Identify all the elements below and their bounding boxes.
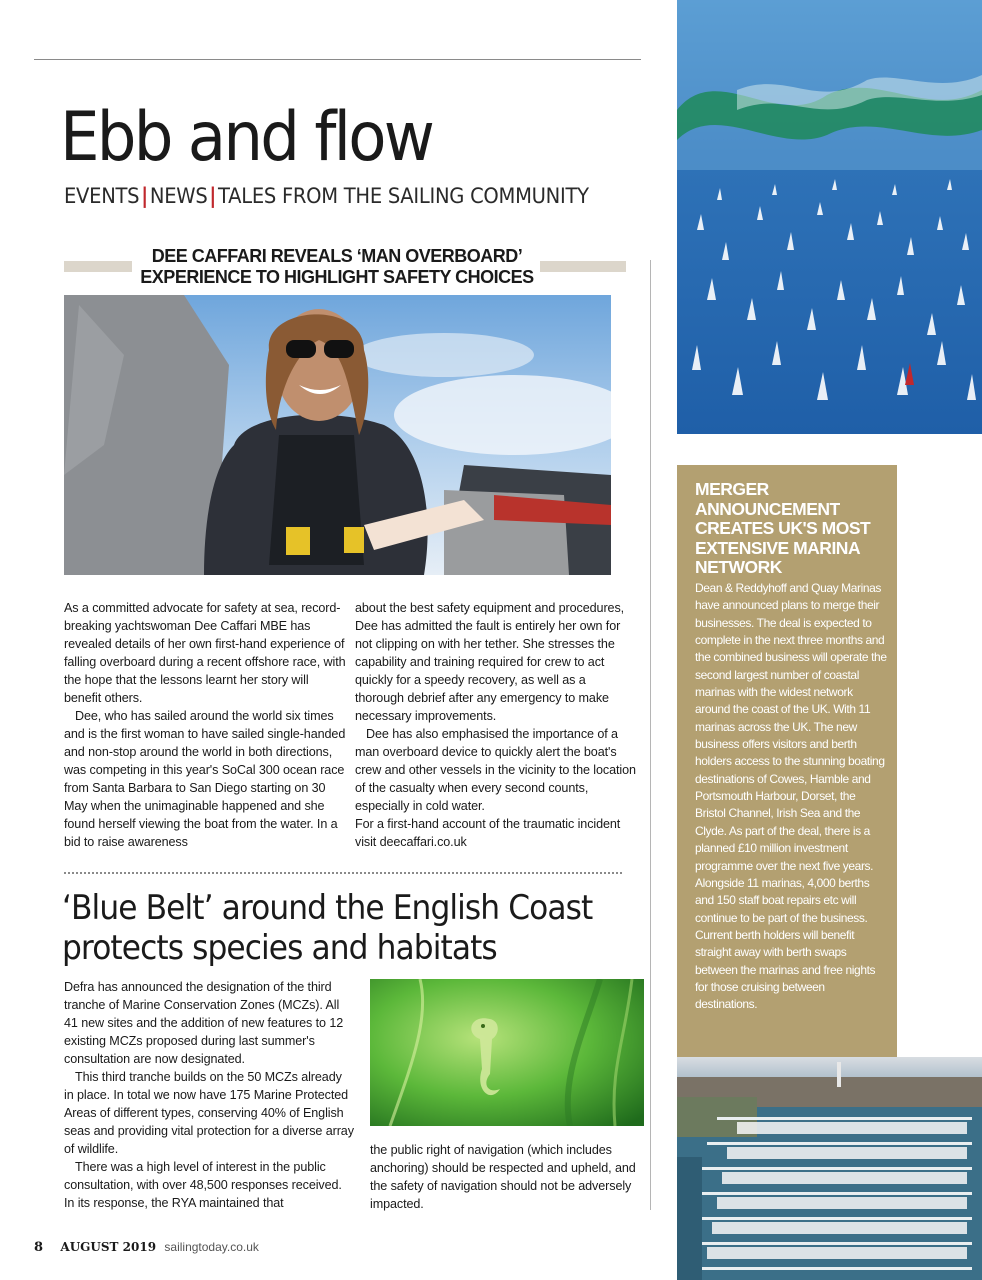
- subtitle-separator: |: [141, 184, 149, 208]
- story1-paragraph: As a committed advocate for safety at sea, record-breaking yachtswoman Dee Caffari MBE has revealed details of her own first-hand experience of falling overboard during a recent offshore race, with the hope that the lessons learnt her story will benefit others.: [64, 601, 346, 705]
- sidebar-headline: MERGER ANNOUNCEMENT CREATES UK'S MOST EXTENSIVE MARINA NETWORK: [695, 479, 871, 577]
- story2-column-1: [64, 978, 354, 1212]
- page-title: Ebb and flow: [60, 98, 433, 177]
- subtitle-separator: |: [209, 184, 217, 208]
- dee-caffari-photo: [64, 295, 611, 575]
- section-subtitle: [64, 184, 589, 208]
- story1-paragraph: Dee, who has sailed around the world six times and is the first woman to have sailed single-handed and non-stop around the world in both directions, was competing in this year's SoCal 300 ocean race from Santa Barbara to San Diego starting on 30 May when the unimaginable happened and she found herself viewing the boat from the water. In a bid to raise awareness: [64, 709, 346, 849]
- website-link[interactable]: sailingtoday.co.uk: [164, 1240, 259, 1254]
- subtitle-events: EVENTS: [64, 184, 140, 208]
- story1-headline-line1: DEE CAFFARI REVEALS ‘MAN OVERBOARD’: [151, 246, 523, 266]
- issue-date: AUGUST 2019: [60, 1240, 157, 1254]
- story1-paragraph: about the best safety equipment and procedures, Dee has admitted the fault is entirely her own for not clipping on with her tether. She stresses the capability and training required for crew to act quickly for a speedy recovery, as well as a thorough debrief after any emergency to make necessary improvements.: [355, 601, 625, 723]
- page-number: 8: [34, 1240, 44, 1255]
- column-divider: [650, 260, 651, 1210]
- story2-paragraph: There was a high level of interest in the public consultation, with over 48,500 responses received. In its response, the RYA maintained that: [64, 1160, 342, 1210]
- story1-headline: [128, 246, 546, 288]
- seahorse-photo: [370, 979, 644, 1126]
- subtitle-news: NEWS: [149, 184, 208, 208]
- sailing-fleet-photo: [677, 0, 982, 434]
- story1-column-2: [355, 599, 637, 851]
- subtitle-tales: TALES FROM THE SAILING COMMUNITY: [218, 184, 589, 208]
- page-footer: [34, 1240, 259, 1255]
- story2-paragraph: Defra has announced the designation of the third tranche of Marine Conservation Zones (MCZs). All 41 new sites and the addition of new features to 12 existing MCZs proposed during last summer's consultation are now designated.: [64, 980, 344, 1066]
- story1-paragraph: Dee has also emphasised the importance of a man overboard device to quickly alert the boat's crew and other vessels in the vicinity to the location of the casualty when every second counts, especially in cold water.: [355, 727, 636, 813]
- top-rule: [34, 59, 641, 60]
- headline-bar-left: [64, 261, 132, 272]
- story2-paragraph: the public right of navigation (which includes anchoring) should be respected and upheld, and the safety of navigation should not be adversely impacted.: [370, 1143, 636, 1211]
- story2-headline-line2: protects species and habitats: [62, 928, 497, 968]
- section-divider: [64, 872, 622, 874]
- sidebar-body: Dean & Reddyhoff and Quay Marinas have announced plans to merge their businesses. The deal is expected to complete in the next three months and the combined business will operate the second largest number of coastal marinas with the widest network around the coast of the UK. With 11 marinas across the UK. The new business offers visitors and berth holders access to the stunning boating destinations of Cowes, Hamble and Portsmouth Harbour, Dorset, the Bristol Channel, Irish Sea and the Clyde. As part of the deal, there is a planned £10 million investment programme over the next five years. Alongside 11 marinas, 4,000 berths and 150 staff boat repairs etc will continue to be part of the business. Current berth holders will benefit straight away with berth swaps between the marinas and free nights for those cruising between destinations.: [695, 581, 887, 1012]
- marina-photo: [677, 1057, 982, 1280]
- story2-headline: [62, 888, 596, 968]
- story1-headline-line2: EXPERIENCE TO HIGHLIGHT SAFETY CHOICES: [140, 267, 534, 287]
- story2-paragraph: This third tranche builds on the 50 MCZs already in place. In total we now have 175 Marine Protected Areas of different types, conserving 40% of English seas and providing vital protection for a diverse array of wildlife.: [64, 1070, 354, 1156]
- story2-column-2: [370, 1141, 642, 1213]
- story1-paragraph: For a first-hand account of the traumatic incident visit deecaffari.co.uk: [355, 817, 621, 849]
- story2-headline-line1: ‘Blue Belt’ around the English Coast: [62, 888, 593, 928]
- headline-bar-right: [540, 261, 626, 272]
- story1-column-1: [64, 599, 346, 851]
